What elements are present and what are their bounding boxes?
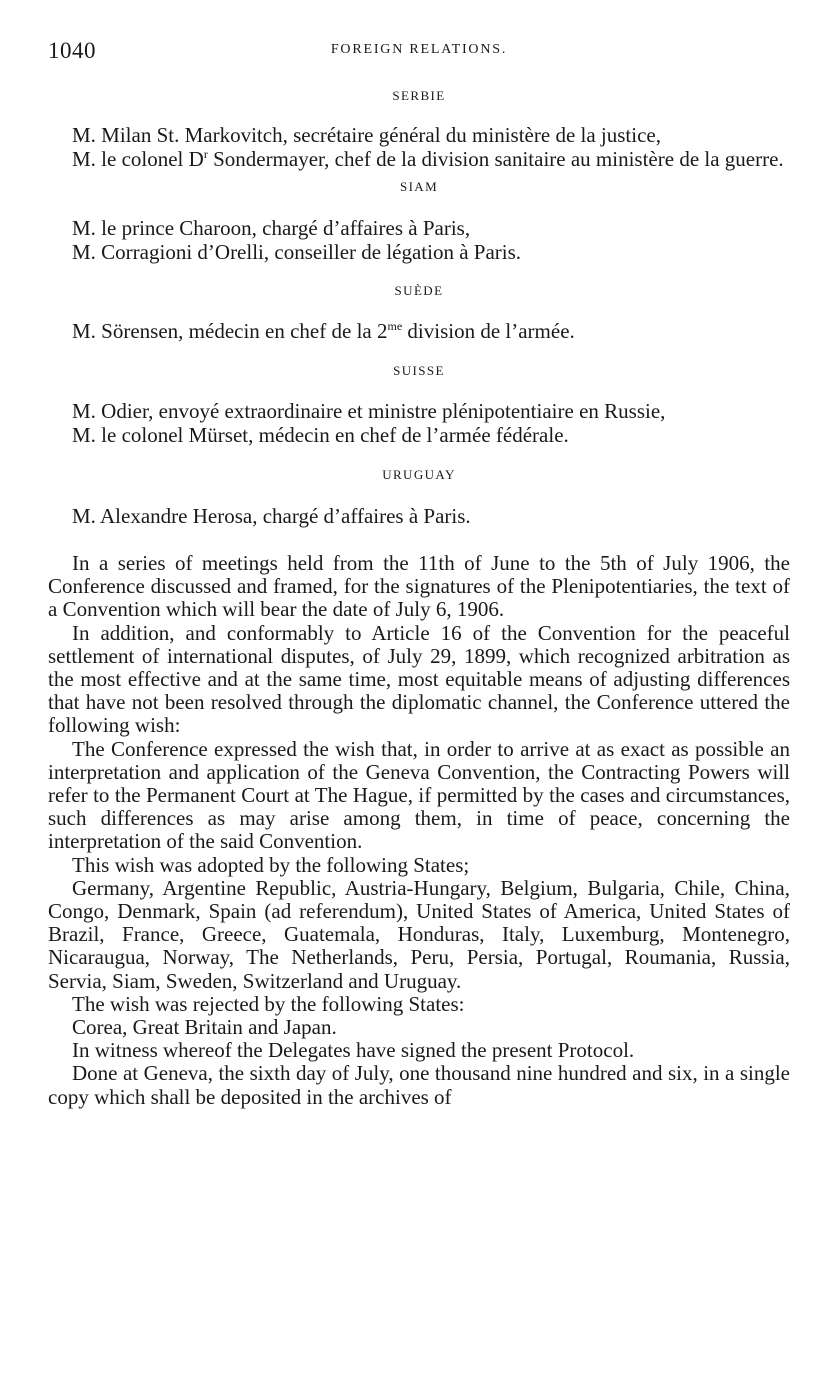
body-paragraph: Germany, Argentine Republic, Austria-Hungary, Belgium, Bulgaria, Chile, China, Congo, Denmark, Spain (ad referendum), United States of America, United States of Brazil, France, Greece, Guatemala, Honduras, Italy, Luxemburg, Montenegro, Nicaraugua, Norway, The Netherlands, Peru, Persia, Portugal, Roumania, Russia, Servia, Siam, Sweden, Switzerland and Uruguay. — [48, 875, 790, 993]
superscript: me — [387, 319, 403, 333]
delegate-entry-text: division de l’armée. — [402, 319, 575, 343]
protocol-body — [48, 552, 790, 1109]
country-heading: SERBIE — [392, 88, 446, 103]
delegate-entry: M. le prince Charoon, chargé d’affaires à Paris, — [72, 216, 471, 240]
delegate-entry: M. Corragioni d’Orelli, conseiller de légation à Paris. — [72, 240, 522, 264]
body-paragraph: In witness whereof the Delegates have signed the present Protocol. — [72, 1038, 635, 1063]
running-head — [48, 38, 790, 70]
delegation-siam — [48, 179, 790, 264]
body-paragraph: Done at Geneva, the sixth day of July, one thousand nine hundred and six, in a single copy which shall be deposited in the archives of — [48, 1061, 790, 1109]
delegate-entry — [48, 319, 790, 343]
delegation-suede — [48, 283, 790, 343]
delegate-entry: M. Odier, envoyé extraordinaire et ministre plénipotentiaire en Russie, — [72, 399, 666, 423]
page-number: 1040 — [48, 38, 96, 63]
country-heading: SUÈDE — [394, 283, 444, 298]
body-paragraph: This wish was adopted by the following States; — [72, 852, 470, 877]
delegation-serbie — [48, 88, 790, 171]
country-heading: URUGUAY — [382, 467, 456, 482]
superscript: r — [203, 147, 208, 161]
delegate-entry-text: M. Sörensen, médecin en chef de la 2 — [72, 319, 388, 343]
delegate-entry: M. Alexandre Herosa, chargé d’affaires à Paris. — [72, 504, 471, 528]
body-paragraph: In a series of meetings held from the 11th of June to the 5th of July 1906, the Conference discussed and framed, for the signatures of the Plenipotentiaries, the text of a Convention which will bear the date of July 6, 1906. — [48, 551, 790, 622]
country-heading: SUISSE — [393, 363, 445, 378]
delegate-entry: M. Milan St. Markovitch, secrétaire général du ministère de la justice, — [72, 123, 661, 147]
delegate-entry: M. le colonel Mürset, médecin en chef de l’armée fédérale. — [72, 423, 569, 447]
delegation-uruguay — [48, 467, 790, 528]
delegation-suisse — [48, 363, 790, 447]
body-paragraph: The wish was rejected by the following States: — [72, 991, 465, 1016]
body-paragraph: The Conference expressed the wish that, in order to arrive at as exact as possible an interpretation and application of the Geneva Convention, the Contracting Powers will refer to the Permanent Court at The Hague, if permitted by the cases and circumstances, such differences as may arise among them, in time of peace, concerning the interpretation of the said Convention. — [48, 736, 790, 854]
delegate-entry — [48, 147, 790, 171]
body-paragraph: In addition, and conformably to Article 16 of the Convention for the peaceful settlement of international disputes, of July 29, 1899, which recognized arbitration as the most effective and at the same time, most equitable means of adjusting differences that have not been resolved through the diplomatic channel, the Conference uttered the following wish: — [48, 620, 790, 738]
delegate-entry-text: M. le colonel D — [72, 147, 204, 171]
running-title: FOREIGN RELATIONS. — [330, 42, 508, 57]
body-paragraph: Corea, Great Britain and Japan. — [72, 1015, 337, 1040]
country-heading: SIAM — [399, 179, 439, 194]
document-page — [48, 38, 790, 1109]
delegate-entry-text: Sondermayer, chef de la division sanitaire au ministère de la guerre. — [207, 147, 784, 171]
